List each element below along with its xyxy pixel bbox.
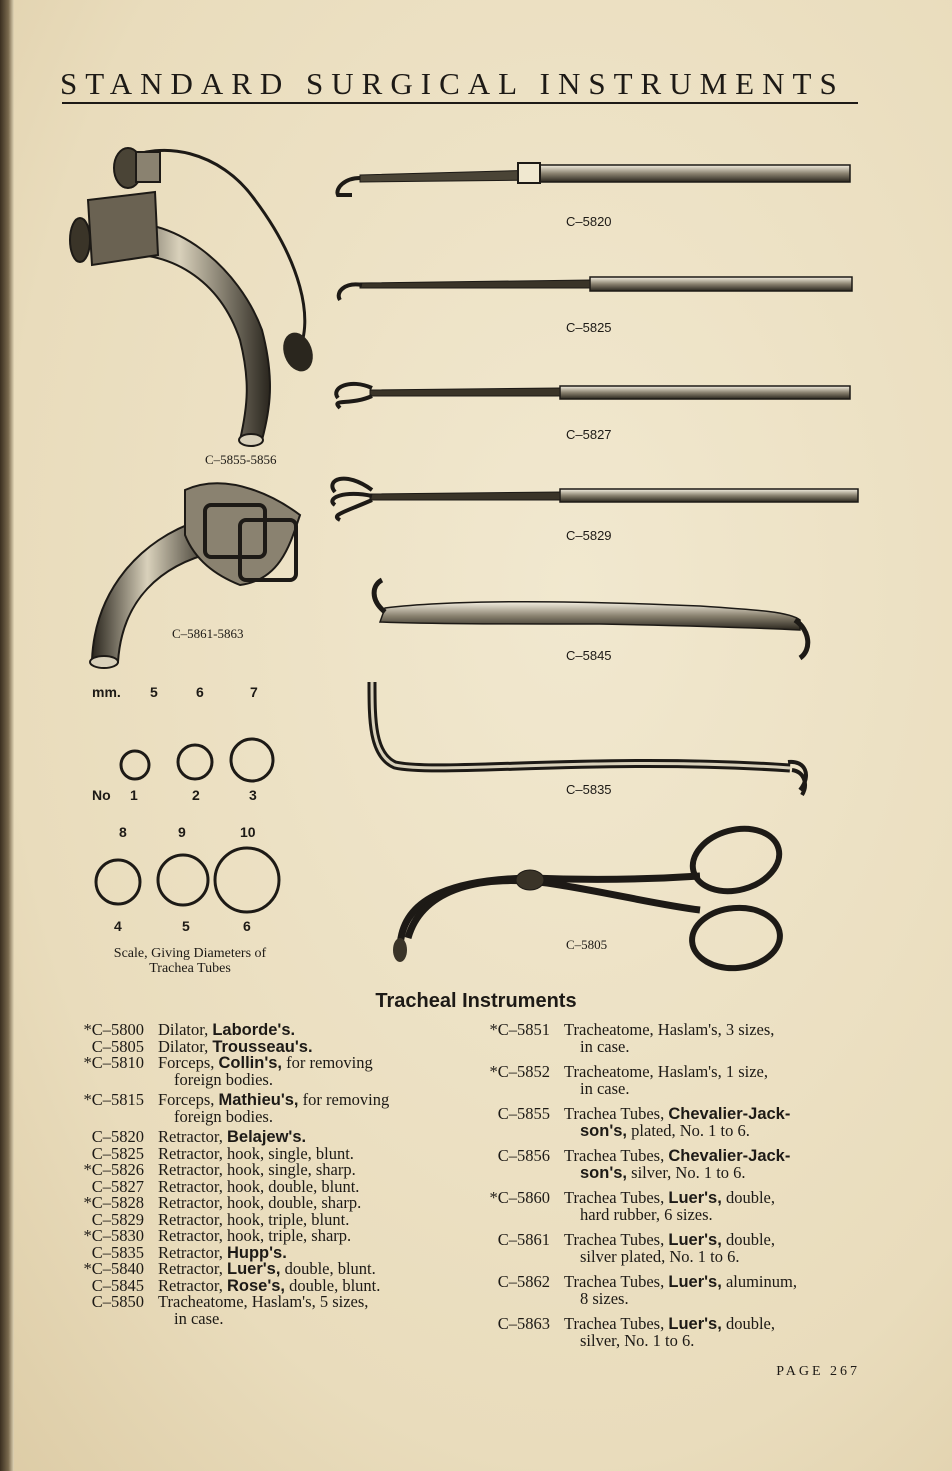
catalog-description: [564, 1190, 860, 1223]
description-after: double, blunt.: [285, 1275, 381, 1295]
description-name: Laborde's.: [212, 1021, 296, 1039]
catalog-number: *C–5810: [83, 1053, 144, 1072]
description-name: Rose's,: [226, 1276, 286, 1295]
scale-mm-9: 9: [178, 824, 186, 840]
catalog-number: C–5820: [91, 1127, 144, 1146]
catalog-description: [564, 1064, 860, 1097]
description-text: Trachea Tubes,: [564, 1104, 669, 1123]
description-continuation: [564, 1330, 860, 1350]
description-continuation: [564, 1078, 860, 1098]
scale-no-1: 1: [130, 787, 138, 803]
description-name: Luer's,: [668, 1315, 722, 1333]
scale-mm-5: 5: [150, 684, 158, 700]
scale-caption-line1: Scale, Giving Diameters of: [113, 946, 267, 961]
catalog-number: C–5835: [91, 1242, 144, 1262]
section-title: Tracheal Instruments: [375, 990, 577, 1012]
left-catalog-list: [60, 1022, 446, 1331]
continuation-text: plated, No. 1 to 6.: [627, 1120, 750, 1140]
description-text: Retractor, hook, triple, blunt.: [158, 1209, 350, 1229]
description-text: Dilator,: [158, 1020, 213, 1039]
retractor-c5827-illustration: [336, 384, 850, 408]
continuation-text: foreign bodies.: [174, 1069, 273, 1089]
scale-no-label: No: [92, 787, 111, 803]
continuation-text: in case.: [174, 1308, 224, 1328]
continuation-text: foreign bodies.: [174, 1106, 273, 1126]
catalog-number: *C–5852: [489, 1062, 550, 1081]
retractor-c5825-illustration: [339, 277, 852, 300]
description-after: for removing: [282, 1053, 373, 1072]
description-text: Retractor, hook, triple, sharp.: [158, 1226, 352, 1245]
description-name: Luer's,: [226, 1260, 281, 1278]
catalog-description: [564, 1232, 860, 1265]
description-name: Belajew's.: [226, 1128, 307, 1146]
catalog-description: [564, 1316, 860, 1349]
description-name: Hupp's.: [226, 1243, 287, 1262]
continuation-text: 8 sizes.: [580, 1288, 629, 1308]
description-text: Retractor,: [158, 1259, 227, 1278]
catalog-number: C–5861: [497, 1230, 550, 1249]
scale-mm-7: 7: [250, 684, 258, 700]
description-name: Mathieu's,: [218, 1091, 299, 1109]
catalog-number: C–5827: [91, 1176, 144, 1196]
description-text: Retractor, hook, double, sharp.: [158, 1193, 362, 1212]
catalog-description: [158, 1055, 446, 1088]
description-after: double,: [721, 1314, 775, 1333]
right-catalog-list: [466, 1022, 860, 1358]
scale-no-5: 5: [182, 918, 190, 934]
description-name: Chevalier-Jack-: [668, 1105, 791, 1123]
scale-caption-line2: Trachea Tubes: [149, 961, 231, 976]
catalog-description: [564, 1022, 860, 1055]
description-name: Luer's,: [668, 1231, 722, 1249]
figure-label-c5845: C–5845: [566, 648, 612, 663]
figure-label-c5820: C–5820: [566, 214, 612, 229]
description-text: Trachea Tubes,: [564, 1272, 669, 1291]
catalog-number: *C–5800: [83, 1020, 144, 1039]
catalog-entry: [466, 1190, 860, 1223]
catalog-entry: [60, 1092, 446, 1125]
description-name: Chevalier-Jack-: [668, 1147, 791, 1165]
description-continuation: [564, 1204, 860, 1224]
continuation-text: hard rubber, 6 sizes.: [580, 1204, 713, 1224]
scale-no-3: 3: [249, 787, 257, 803]
description-continuation: [564, 1246, 860, 1266]
description-text: Trachea Tubes,: [564, 1230, 669, 1249]
description-name: Luer's,: [668, 1273, 722, 1291]
retractor-c5845-illustration: [374, 580, 808, 658]
description-text: Tracheatome, Haslam's, 5 sizes,: [158, 1292, 369, 1311]
catalog-number: *C–5826: [83, 1160, 144, 1179]
description-text: Retractor,: [158, 1275, 227, 1295]
catalog-description: [564, 1274, 860, 1307]
scale-no-6: 6: [243, 918, 251, 934]
retractor-c5820-illustration: [337, 163, 850, 195]
catalog-description: [564, 1148, 860, 1181]
trachea-tube-chevalier-jackson-illustration: [70, 148, 318, 446]
catalog-entry: [466, 1232, 860, 1265]
page-number: PAGE 267: [776, 1364, 860, 1379]
catalog-entry: [60, 1294, 446, 1327]
scale-mm-6: 6: [196, 684, 204, 700]
description-text: Forceps,: [158, 1053, 219, 1072]
description-continuation: [564, 1288, 860, 1308]
description-after: double, blunt.: [280, 1259, 376, 1278]
continuation-text: in case.: [580, 1036, 630, 1056]
description-continuation: [158, 1069, 446, 1089]
figure-label-c5805: C–5805: [566, 937, 608, 952]
description-text: Retractor,: [158, 1242, 227, 1262]
catalog-number: C–5856: [497, 1146, 550, 1165]
catalog-number: *C–5860: [489, 1188, 550, 1207]
description-after: double,: [721, 1188, 775, 1207]
continuation-text: silver, No. 1 to 6.: [580, 1330, 695, 1350]
catalog-number: *C–5830: [83, 1226, 144, 1245]
description-text: Tracheatome, Haslam's, 3 sizes,: [564, 1020, 775, 1039]
retractor-c5835-illustration: [372, 682, 806, 795]
continuation-name: son's,: [580, 1121, 628, 1140]
description-after: aluminum,: [721, 1272, 797, 1291]
description-after: for removing: [298, 1090, 390, 1109]
figure-label-c5827: C–5827: [566, 427, 612, 442]
continuation-name: son's,: [580, 1163, 628, 1182]
scale-no-2: 2: [192, 787, 200, 803]
figure-label-c5835: C–5835: [566, 782, 612, 797]
description-name: Luer's,: [668, 1189, 722, 1207]
catalog-description: [158, 1092, 446, 1125]
catalog-description: [564, 1106, 860, 1139]
description-name: Trousseau's.: [212, 1037, 313, 1056]
catalog-number: C–5845: [91, 1275, 144, 1295]
catalog-number: C–5805: [91, 1036, 144, 1056]
figure-label-c5829: C–5829: [566, 528, 612, 543]
description-name: Collin's,: [218, 1054, 283, 1072]
catalog-number: C–5825: [91, 1143, 144, 1163]
description-after: double,: [721, 1230, 775, 1249]
description-text: Retractor, hook, double, blunt.: [158, 1176, 360, 1196]
description-text: Retractor, hook, single, sharp.: [158, 1160, 356, 1179]
continuation-text: in case.: [580, 1078, 630, 1098]
page-header: STANDARD SURGICAL INSTRUMENTS: [60, 66, 845, 101]
catalog-entry: [466, 1274, 860, 1307]
description-continuation: [564, 1162, 860, 1182]
description-text: Retractor,: [158, 1127, 227, 1146]
description-continuation: [158, 1106, 446, 1126]
description-continuation: [564, 1120, 860, 1140]
scale-mm-8: 8: [119, 824, 127, 840]
catalog-number: C–5855: [497, 1104, 550, 1123]
continuation-text: silver plated, No. 1 to 6.: [580, 1246, 740, 1266]
catalog-entry: [466, 1022, 860, 1055]
catalog-number: *C–5828: [83, 1193, 144, 1212]
catalog-entry: [466, 1316, 860, 1349]
scale-caption: [90, 946, 290, 976]
catalog-number: C–5863: [497, 1314, 550, 1333]
catalog-description: [158, 1294, 446, 1327]
catalog-number: *C–5840: [83, 1259, 144, 1278]
description-text: Forceps,: [158, 1090, 219, 1109]
description-text: Trachea Tubes,: [564, 1146, 669, 1165]
catalog-number: C–5862: [497, 1272, 550, 1291]
scale-no-4: 4: [114, 918, 122, 934]
scale-mm-10: 10: [240, 824, 256, 840]
description-text: Trachea Tubes,: [564, 1188, 669, 1207]
retractor-c5829-illustration: [332, 479, 858, 520]
description-continuation: [158, 1308, 446, 1328]
catalog-number: *C–5851: [489, 1020, 550, 1039]
description-text: Trachea Tubes,: [564, 1314, 669, 1333]
catalog-number: *C–5815: [83, 1090, 144, 1109]
description-text: Retractor, hook, single, blunt.: [158, 1143, 354, 1163]
catalog-number: C–5850: [91, 1292, 144, 1311]
figure-label-c5825: C–5825: [566, 320, 612, 335]
catalog-entry: [466, 1106, 860, 1139]
catalog-entry: [60, 1055, 446, 1088]
description-continuation: [564, 1036, 860, 1056]
continuation-text: silver, No. 1 to 6.: [627, 1162, 746, 1182]
description-text: Tracheatome, Haslam's, 1 size,: [564, 1062, 768, 1081]
catalog-entry: [466, 1148, 860, 1181]
catalog-entry: [466, 1064, 860, 1097]
scale-mm-label: mm.: [92, 684, 121, 700]
figure-label-c5861-5863: C–5861-5863: [172, 626, 244, 641]
description-text: Dilator,: [158, 1036, 213, 1056]
catalog-number: C–5829: [91, 1209, 144, 1229]
figure-label-c5855-5856: C–5855-5856: [205, 452, 277, 467]
